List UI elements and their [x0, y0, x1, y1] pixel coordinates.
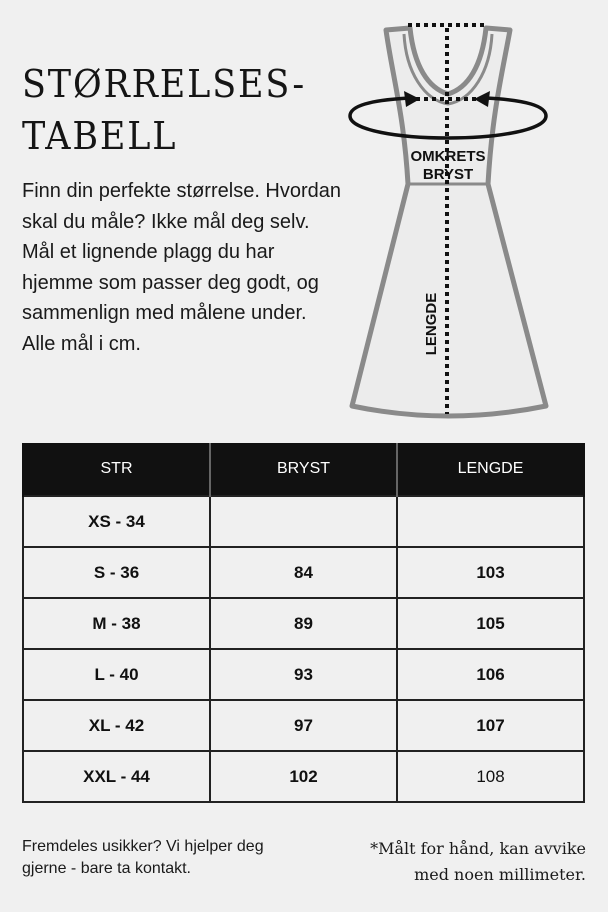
cell-size: S - 36 [23, 547, 210, 598]
header-size: STR [23, 443, 210, 496]
intro-text: Finn din perfekte størrelse. Hvordan skal du måle? Ikke mål deg selv. Mål et lignende plagg du har hjemme som passer deg godt, og sammenlign med målene under. Alle mål i cm. [22, 180, 342, 355]
cell-size: XL - 42 [23, 700, 210, 751]
table-header-row [23, 443, 584, 496]
cell-length: 108 [397, 751, 584, 802]
cell-chest: 97 [210, 700, 397, 751]
cell-chest [210, 496, 397, 547]
disclaimer-line-2: med noen millimeter. [414, 865, 586, 884]
table-row [23, 547, 584, 598]
cell-chest: 93 [210, 649, 397, 700]
table-row [23, 700, 584, 751]
cell-length: 107 [397, 700, 584, 751]
cell-size: XXL - 44 [23, 751, 210, 802]
page-title [22, 58, 306, 162]
cell-chest: 102 [210, 751, 397, 802]
chest-label-line-2: BRYST [422, 166, 474, 183]
table-row [23, 598, 584, 649]
table-row [23, 751, 584, 802]
cell-length: 103 [397, 547, 584, 598]
table-row [23, 649, 584, 700]
title-line-1: STØRRELSES- [22, 62, 307, 106]
header-length: LENGDE [397, 443, 584, 496]
disclaimer-line-1: *Målt for hånd, kan avvike [370, 839, 586, 858]
title-line-2: TABELL [22, 114, 178, 158]
cell-size: M - 38 [23, 598, 210, 649]
chest-label-line-1: OMKRETS [410, 148, 486, 165]
measurement-disclaimer [306, 836, 586, 888]
cell-size: XS - 34 [23, 496, 210, 547]
size-table [22, 443, 585, 803]
cell-length: 106 [397, 649, 584, 700]
header-chest: BRYST [210, 443, 397, 496]
cell-length [397, 496, 584, 547]
cell-length: 105 [397, 598, 584, 649]
length-label: LENGDE [423, 292, 440, 356]
help-note: Fremdeles usikker? Vi hjelper deg gjerne - bare ta kontakt. [22, 838, 264, 877]
cell-size: L - 40 [23, 649, 210, 700]
dress-diagram [340, 14, 608, 424]
cell-chest: 84 [210, 547, 397, 598]
cell-chest: 89 [210, 598, 397, 649]
table-row [23, 496, 584, 547]
